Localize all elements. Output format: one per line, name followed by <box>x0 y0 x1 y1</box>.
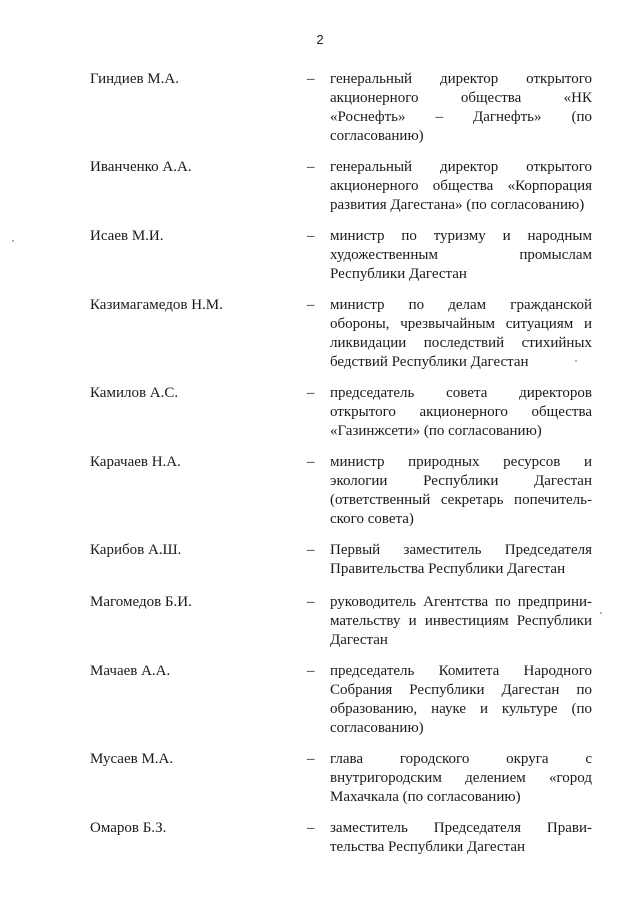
member-list <box>0 70 640 871</box>
list-item <box>0 158 640 215</box>
dash-separator: – <box>307 820 315 836</box>
member-position: министр по туризму и народным художественным промыслам Республики Дагестан <box>330 228 592 282</box>
member-position: Первый заместитель Председателя Правительства Республики Дагестан <box>330 542 592 577</box>
member-name: Карачаев Н.А. <box>90 454 181 470</box>
member-position: министр природных ресурсов и экологии Республики Дагестан (ответственный секретарь попечитель-ского совета) <box>330 454 592 527</box>
dash-separator: – <box>307 228 315 244</box>
list-item <box>0 593 640 650</box>
member-position: председатель совета директоров открытого акционерного общества «Газинжсети» (по согласованию) <box>330 385 592 439</box>
list-item <box>0 662 640 738</box>
member-position: генеральный директор открытого акционерного общества «НК «Роснефть» – Дагнефть» (по согласованию) <box>330 71 592 144</box>
list-item <box>0 70 640 146</box>
dash-separator: – <box>307 159 315 175</box>
dash-separator: – <box>307 297 315 313</box>
member-position: министр по делам гражданской обороны, чрезвычайным ситуациям и ликвидации последствий стихийных бедствий Республики Дагестан <box>330 297 592 370</box>
list-item <box>0 227 640 284</box>
member-name: Магомедов Б.И. <box>90 594 192 610</box>
member-name: Гиндиев М.А. <box>90 71 179 87</box>
member-name: Карибов А.Ш. <box>90 542 182 558</box>
dash-separator: – <box>307 71 315 87</box>
member-name: Мусаев М.А. <box>90 751 174 767</box>
member-position: председатель Комитета Народного Собрания Республики Дагестан по образованию, науке и культуре (по согласованию) <box>330 663 592 736</box>
member-position: генеральный директор открытого акционерного общества «Корпорация развития Дагестана» (по согласованию) <box>330 159 592 213</box>
list-item <box>0 384 640 441</box>
list-item <box>0 819 640 859</box>
member-name: Исаев М.И. <box>90 228 164 244</box>
member-name: Мачаев А.А. <box>90 663 171 679</box>
dash-separator: – <box>307 594 315 610</box>
member-name: Иванченко А.А. <box>90 159 192 175</box>
dash-separator: – <box>307 663 315 679</box>
member-position: заместитель Председателя Прави-тельства Республики Дагестан <box>330 820 592 855</box>
member-name: Омаров Б.З. <box>90 820 167 836</box>
page-number: 2 <box>316 32 324 47</box>
member-position: руководитель Агентства по предприни-мательству и инвестициям Республики Дагестан <box>330 594 592 648</box>
scan-speck <box>600 612 602 614</box>
scan-speck <box>12 240 14 242</box>
dash-separator: – <box>307 385 315 401</box>
member-position: глава городского округа с внутригородским делением «город Махачкала (по согласованию) <box>330 751 592 805</box>
dash-separator: – <box>307 751 315 767</box>
dash-separator: – <box>307 542 315 558</box>
dash-separator: – <box>307 454 315 470</box>
list-item <box>0 541 640 581</box>
member-name: Камилов А.С. <box>90 385 179 401</box>
scan-speck <box>575 360 577 362</box>
list-item <box>0 453 640 529</box>
member-name: Казимагамедов Н.М. <box>90 297 223 313</box>
list-item <box>0 296 640 372</box>
list-item <box>0 750 640 807</box>
